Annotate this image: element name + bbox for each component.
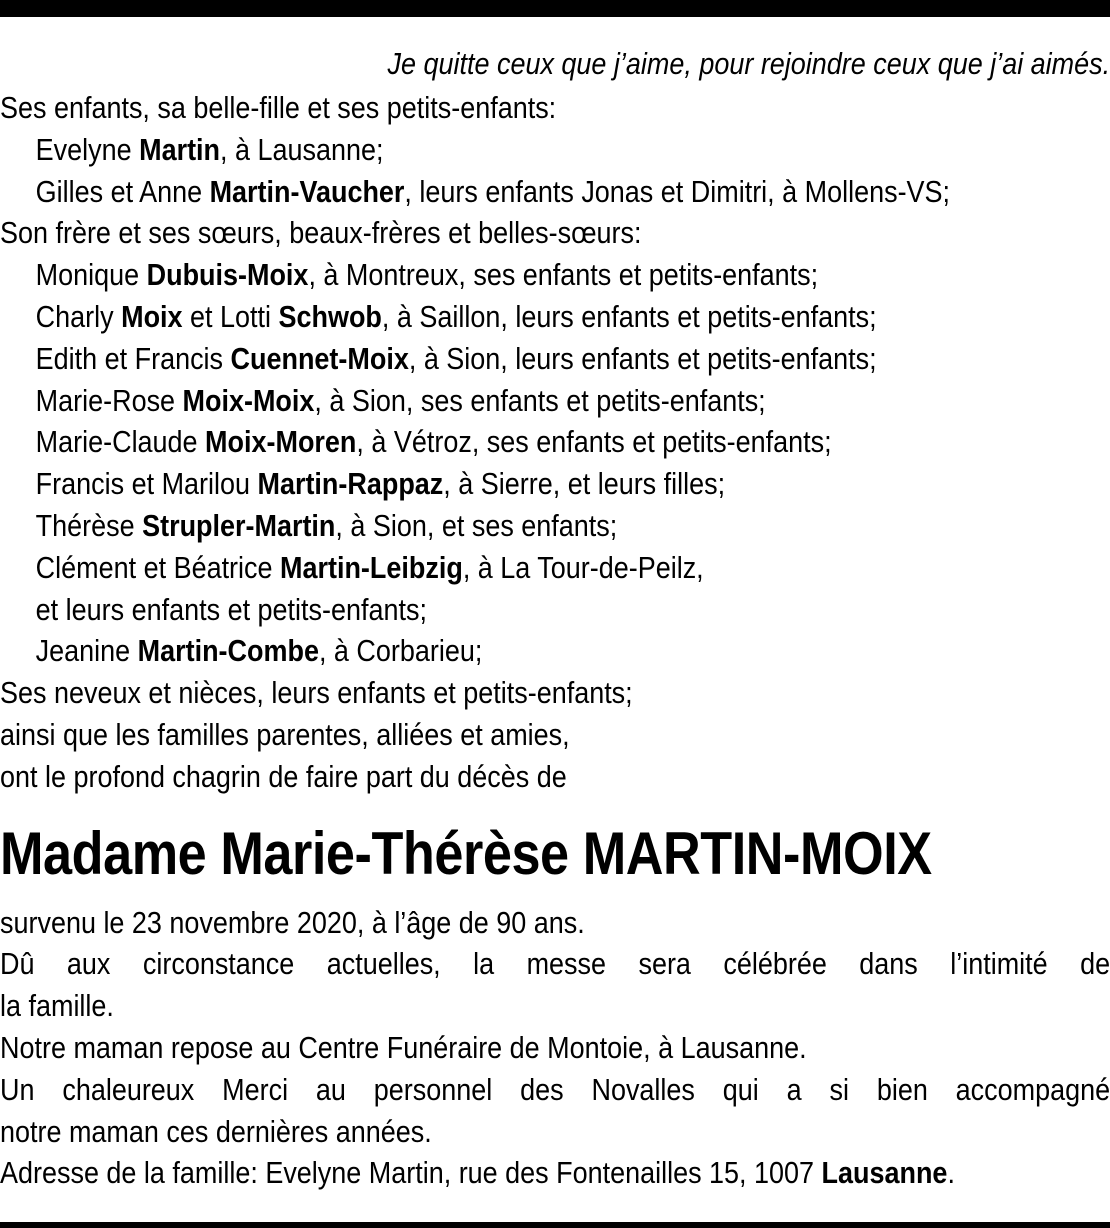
family-line (0, 505, 1110, 547)
bottom-rule (0, 1222, 1110, 1228)
text-segment: , leurs enfants Jonas et Dimitri, à Mollens-VS; (404, 173, 951, 209)
family-line (0, 296, 1110, 338)
family-line (0, 87, 1110, 129)
family-line (0, 129, 1110, 171)
text-segment: survenu le 23 novembre 2020, à l’âge de 90 ans. (0, 904, 585, 940)
text-segment: Ses enfants, sa belle-fille et ses petits-enfants: (0, 90, 557, 125)
family-line (0, 171, 1110, 213)
surname: Martin-Rappaz (257, 466, 444, 502)
text-segment: Ses neveux et nièces, leurs enfants et petits-enfants; (0, 675, 633, 711)
text-segment: Un chaleureux Merci au personnel des Novalles qui a si bien accompagné (0, 1071, 1110, 1107)
text-segment: Evelyne (35, 131, 140, 167)
surname: Martin-Combe (137, 633, 319, 669)
surname: Strupler-Martin (142, 507, 336, 543)
family-line (0, 338, 1110, 380)
text-segment: . (947, 1155, 955, 1191)
family-line (0, 421, 1110, 463)
text-segment: Francis et Marilou (35, 466, 258, 502)
text-segment: , à Saillon, leurs enfants et petits-enfants; (381, 298, 877, 334)
detail-line (0, 1152, 1110, 1194)
text-segment: Adresse de la famille: Evelyne Martin, rue des Fontenailles 15, 1007 (0, 1155, 822, 1191)
text-segment: Thérèse (35, 507, 143, 543)
text-segment: Gilles et Anne (35, 173, 210, 209)
surname: Schwob (278, 298, 382, 334)
text-segment: , à Sierre, et leurs filles; (443, 466, 726, 502)
top-rule (0, 0, 1110, 17)
family-line (0, 254, 1110, 296)
detail-line (0, 902, 1110, 944)
text-segment: , à Vétroz, ses enfants et petits-enfants; (356, 424, 832, 460)
family-line (0, 212, 1110, 254)
text-segment: Edith et Francis (35, 340, 231, 376)
surname: Martin-Leibzig (280, 549, 463, 585)
family-line (0, 672, 1110, 714)
family-line (0, 380, 1110, 422)
text-segment: la famille. (0, 988, 114, 1024)
family-line (0, 630, 1110, 672)
text-segment: , à La Tour-de-Peilz, (462, 549, 704, 585)
detail-line (0, 1069, 1110, 1111)
surname: Martin (139, 131, 221, 167)
text-segment: Monique (35, 257, 147, 293)
family-line (0, 714, 1110, 756)
surname: Dubuis-Moix (146, 257, 309, 293)
details-list (0, 902, 1110, 1195)
family-line (0, 589, 1110, 631)
text-segment: ainsi que les familles parentes, alliées et amies, (0, 716, 570, 752)
text-segment: Jeanine (35, 633, 138, 669)
text-segment: , à Sion, ses enfants et petits-enfants; (314, 382, 766, 418)
text-segment: Clément et Béatrice (35, 549, 281, 585)
surname: Lausanne (821, 1155, 948, 1191)
surname: Moix-Moix (182, 382, 315, 418)
text-segment: Notre maman repose au Centre Funéraire de Montoie, à Lausanne. (0, 1029, 807, 1065)
detail-line (0, 943, 1110, 985)
surname: Martin-Vaucher (209, 173, 405, 209)
deceased-name: Madame Marie-Thérèse MARTIN-MOIX (0, 819, 932, 887)
text-segment: Marie-Rose (35, 382, 183, 418)
surname: Moix-Moren (205, 424, 357, 460)
text-segment: notre maman ces dernières années. (0, 1113, 432, 1149)
text-segment: et Lotti (182, 298, 279, 334)
text-segment: et leurs enfants et petits-enfants; (35, 591, 427, 627)
text-segment: , à Sion, leurs enfants et petits-enfants; (408, 340, 877, 376)
text-segment: , à Corbarieu; (318, 633, 483, 669)
text-segment: ont le profond chagrin de faire part du décès de (0, 758, 567, 794)
text-segment: , à Montreux, ses enfants et petits-enfants; (308, 257, 819, 293)
text-segment: , à Lausanne; (220, 131, 384, 167)
family-line (0, 463, 1110, 505)
family-line (0, 547, 1110, 589)
surname: Moix (121, 298, 183, 334)
text-segment: Charly (35, 298, 122, 334)
text-segment: Son frère et ses sœurs, beaux-frères et belles-sœurs: (0, 215, 642, 251)
family-list (0, 87, 1110, 798)
text-segment: Dû aux circonstance actuelles, la messe sera célébrée dans l’intimité de (0, 946, 1110, 982)
detail-line (0, 1027, 1110, 1069)
detail-line (0, 1111, 1110, 1153)
family-line (0, 756, 1110, 798)
text-segment: , à Sion, et ses enfants; (335, 507, 618, 543)
obituary-notice (0, 40, 1110, 1194)
surname: Cuennet-Moix (230, 340, 409, 376)
detail-line (0, 985, 1110, 1027)
text-segment: Marie-Claude (35, 424, 206, 460)
epigraph: Je quitte ceux que j’aime, pour rejoindre ceux que j’ai aimés. (387, 46, 1110, 81)
